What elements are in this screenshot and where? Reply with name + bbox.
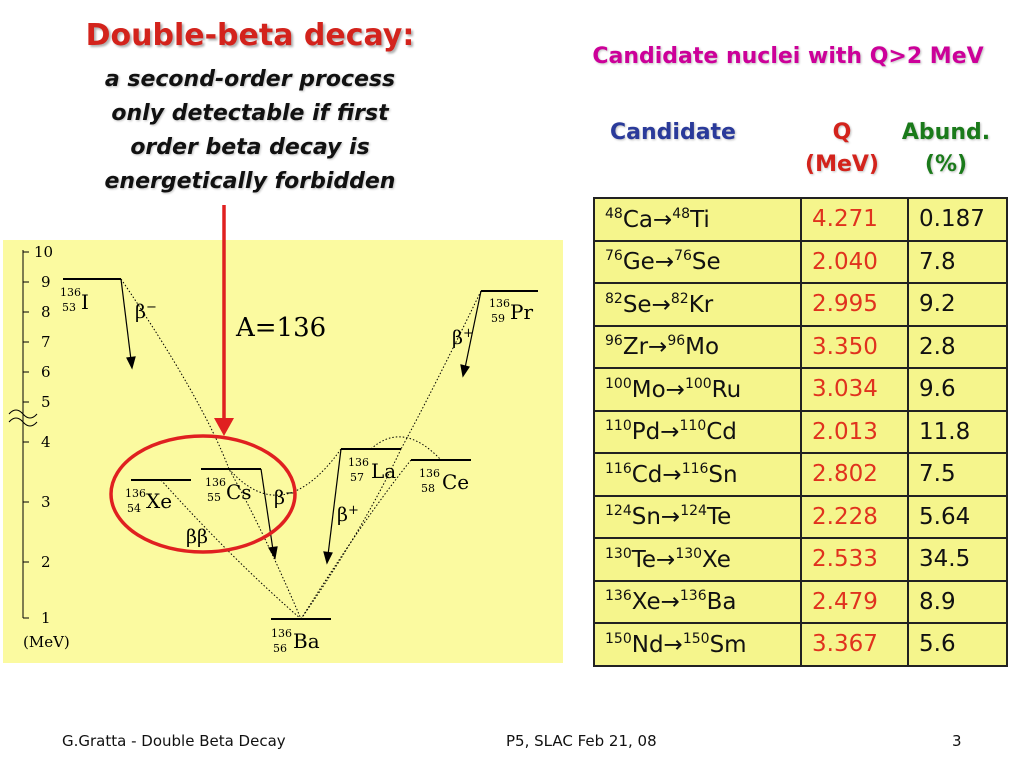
- svg-text:136: 136: [125, 487, 146, 500]
- table-row: [594, 198, 1007, 241]
- nuclide-la: [348, 456, 396, 484]
- nuclide-i: [60, 286, 89, 314]
- parent-symbol: Xe: [631, 589, 661, 616]
- q-value-cell: 2.228: [801, 496, 908, 539]
- daughter-symbol: Ba: [706, 589, 737, 616]
- daughter-symbol: Cd: [706, 419, 737, 446]
- arrow-icon: →: [660, 419, 680, 446]
- daughter-symbol: Kr: [688, 291, 714, 318]
- nuclide-ba: [271, 627, 320, 655]
- y-tick: 8: [41, 303, 51, 321]
- table-row: [594, 538, 1007, 581]
- parent-symbol: Mo: [631, 376, 666, 403]
- arrow-icon: →: [656, 546, 676, 573]
- parent-mass-number: 150: [605, 630, 632, 647]
- svg-text:Xe: Xe: [146, 489, 173, 513]
- footer-event: P5, SLAC Feb 21, 08: [506, 732, 657, 750]
- unit-label: (MeV): [23, 633, 70, 651]
- svg-text:Ba: Ba: [293, 629, 320, 653]
- slide-subtitle: [0, 63, 500, 199]
- column-header-abundance-line2: (%): [924, 152, 968, 177]
- subtitle-line: a second-order process: [104, 67, 396, 92]
- daughter-symbol: Ti: [690, 206, 710, 233]
- column-header-abundance: [890, 117, 1002, 181]
- parent-mass-number: 110: [605, 418, 632, 435]
- abundance-cell: 9.2: [908, 283, 1007, 326]
- y-tick: 10: [34, 243, 54, 261]
- daughter-mass-number: 130: [675, 545, 703, 562]
- energy-level-diagram: [3, 240, 563, 663]
- parent-mass-number: 124: [605, 503, 632, 520]
- parent-mass-number: 76: [605, 248, 623, 265]
- svg-text:Pr: Pr: [510, 300, 534, 324]
- svg-text:Ce: Ce: [442, 470, 470, 494]
- daughter-mass-number: 116: [681, 460, 709, 477]
- y-tick: 2: [41, 553, 51, 571]
- parent-symbol: Se: [622, 291, 652, 318]
- table-row: [594, 283, 1007, 326]
- svg-text:I: I: [81, 290, 89, 314]
- daughter-mass-number: 150: [682, 630, 710, 647]
- abundance-cell: 0.187: [908, 198, 1007, 241]
- column-header-abundance-line1: Abund.: [901, 120, 991, 145]
- candidate-cell: [594, 496, 801, 539]
- svg-text:54: 54: [127, 502, 141, 515]
- parent-mass-number: 116: [605, 460, 632, 477]
- mass-number-label: A=136: [236, 313, 327, 343]
- daughter-symbol: Sn: [708, 461, 738, 488]
- svg-text:58: 58: [421, 482, 435, 495]
- y-tick: 4: [41, 433, 51, 451]
- parent-mass-number: 136: [605, 588, 632, 605]
- candidate-cell: [594, 198, 801, 241]
- column-header-q-line2: (MeV): [805, 152, 879, 177]
- table-row: [594, 453, 1007, 496]
- parent-symbol: Te: [631, 546, 657, 573]
- parent-symbol: Sn: [631, 504, 661, 531]
- q-value-cell: 4.271: [801, 198, 908, 241]
- parent-symbol: Pd: [631, 419, 661, 446]
- arrow-icon: →: [651, 291, 671, 318]
- candidate-cell: [594, 623, 801, 666]
- candidate-cell: [594, 538, 801, 581]
- parent-symbol: Ca: [622, 206, 653, 233]
- subtitle-line: only detectable if first: [111, 101, 389, 126]
- parent-mass-number: 130: [605, 545, 632, 562]
- q-value-cell: 3.367: [801, 623, 908, 666]
- svg-text:Cs: Cs: [226, 480, 252, 504]
- abundance-cell: 5.6: [908, 623, 1007, 666]
- svg-text:136: 136: [205, 476, 226, 489]
- daughter-mass-number: 100: [684, 375, 712, 392]
- arrow-icon: →: [652, 206, 673, 233]
- subtitle-line: order beta decay is: [130, 135, 370, 160]
- abundance-cell: 8.9: [908, 581, 1007, 624]
- candidate-cell: [594, 581, 801, 624]
- y-tick: 7: [41, 333, 51, 351]
- abundance-cell: 9.6: [908, 368, 1007, 411]
- arrow-icon: →: [648, 334, 668, 361]
- parent-mass-number: 96: [605, 333, 623, 350]
- svg-text:136: 136: [271, 627, 292, 640]
- footer-author: G.Gratta - Double Beta Decay: [62, 732, 286, 750]
- y-tick: 1: [41, 609, 51, 627]
- q-value-cell: 2.802: [801, 453, 908, 496]
- daughter-symbol: Xe: [702, 546, 731, 573]
- svg-text:136: 136: [419, 467, 440, 480]
- daughter-mass-number: 110: [679, 418, 707, 435]
- arrow-icon: →: [663, 631, 683, 658]
- svg-text:136: 136: [60, 286, 81, 299]
- candidate-cell: [594, 368, 801, 411]
- nuclide-cs: [205, 476, 252, 504]
- table-row: [594, 368, 1007, 411]
- daughter-mass-number: 96: [667, 333, 686, 350]
- nuclide-pr: [489, 297, 533, 325]
- candidate-cell: [594, 241, 801, 284]
- table-row: [594, 581, 1007, 624]
- column-header-q-line1: Q: [832, 120, 852, 145]
- table-row: [594, 241, 1007, 284]
- beta-minus-label: β−: [274, 486, 296, 509]
- parent-symbol: Ge: [622, 249, 655, 276]
- abundance-cell: 7.5: [908, 453, 1007, 496]
- arrow-icon: →: [665, 376, 685, 403]
- abundance-cell: 2.8: [908, 326, 1007, 369]
- abundance-cell: 5.64: [908, 496, 1007, 539]
- parent-symbol: Cd: [631, 461, 663, 488]
- svg-text:53: 53: [62, 301, 76, 314]
- svg-text:57: 57: [350, 471, 364, 484]
- candidate-cell: [594, 326, 801, 369]
- y-tick: 9: [41, 273, 51, 291]
- candidate-table: [593, 197, 1008, 667]
- parent-mass-number: 82: [605, 290, 623, 307]
- nuclide-xe: [125, 487, 172, 515]
- parent-symbol: Nd: [631, 631, 664, 658]
- y-tick: 6: [41, 363, 51, 381]
- parent-mass-number: 100: [605, 375, 632, 392]
- daughter-mass-number: 124: [680, 503, 707, 520]
- arrow-icon: →: [660, 589, 680, 616]
- parent-symbol: Zr: [622, 334, 649, 361]
- svg-text:La: La: [371, 459, 397, 483]
- candidate-cell: [594, 283, 801, 326]
- y-axis-ticks: [23, 252, 29, 618]
- arrow-icon: →: [654, 249, 675, 276]
- table-row: [594, 623, 1007, 666]
- svg-text:136: 136: [489, 297, 510, 310]
- daughter-symbol: Sm: [709, 631, 747, 658]
- q-value-cell: 3.350: [801, 326, 908, 369]
- svg-text:59: 59: [491, 312, 505, 325]
- table-row: [594, 326, 1007, 369]
- svg-text:56: 56: [273, 642, 287, 655]
- q-value-cell: 2.533: [801, 538, 908, 581]
- abundance-cell: 7.8: [908, 241, 1007, 284]
- column-header-q: [792, 117, 892, 181]
- q-value-cell: 2.995: [801, 283, 908, 326]
- double-beta-label: ββ: [186, 526, 208, 548]
- daughter-symbol: Te: [706, 504, 732, 531]
- arrow-icon: →: [660, 504, 681, 531]
- daughter-mass-number: 76: [674, 248, 692, 265]
- q-value-cell: 2.479: [801, 581, 908, 624]
- y-tick: 5: [41, 393, 51, 411]
- daughter-symbol: Mo: [685, 334, 720, 361]
- candidate-cell: [594, 453, 801, 496]
- table-row: [594, 496, 1007, 539]
- daughter-mass-number: 82: [670, 290, 689, 307]
- table-heading: Candidate nuclei with Q>2 MeV: [592, 44, 984, 69]
- footer-page-number: 3: [952, 732, 962, 750]
- parent-mass-number: 48: [605, 205, 623, 222]
- y-tick: 3: [41, 493, 51, 511]
- q-value-cell: 3.034: [801, 368, 908, 411]
- subtitle-line: energetically forbidden: [104, 169, 396, 194]
- slide-title: Double-beta decay:: [85, 18, 415, 53]
- abundance-cell: 11.8: [908, 411, 1007, 454]
- abundance-cell: 34.5: [908, 538, 1007, 581]
- daughter-symbol: Se: [691, 249, 721, 276]
- candidate-cell: [594, 411, 801, 454]
- beta-plus-label: β+: [337, 503, 359, 526]
- daughter-mass-number: 136: [679, 588, 707, 605]
- beta-plus-label: β+: [452, 326, 474, 349]
- daughter-symbol: Ru: [711, 376, 742, 403]
- nuclide-ce: [419, 467, 469, 495]
- q-value-cell: 2.013: [801, 411, 908, 454]
- svg-text:136: 136: [348, 456, 369, 469]
- svg-text:55: 55: [207, 491, 221, 504]
- arrow-icon: →: [662, 461, 682, 488]
- table-row: [594, 411, 1007, 454]
- daughter-mass-number: 48: [672, 205, 691, 222]
- column-header-candidate: Candidate: [610, 120, 736, 145]
- beta-minus-label: β−: [135, 300, 157, 323]
- q-value-cell: 2.040: [801, 241, 908, 284]
